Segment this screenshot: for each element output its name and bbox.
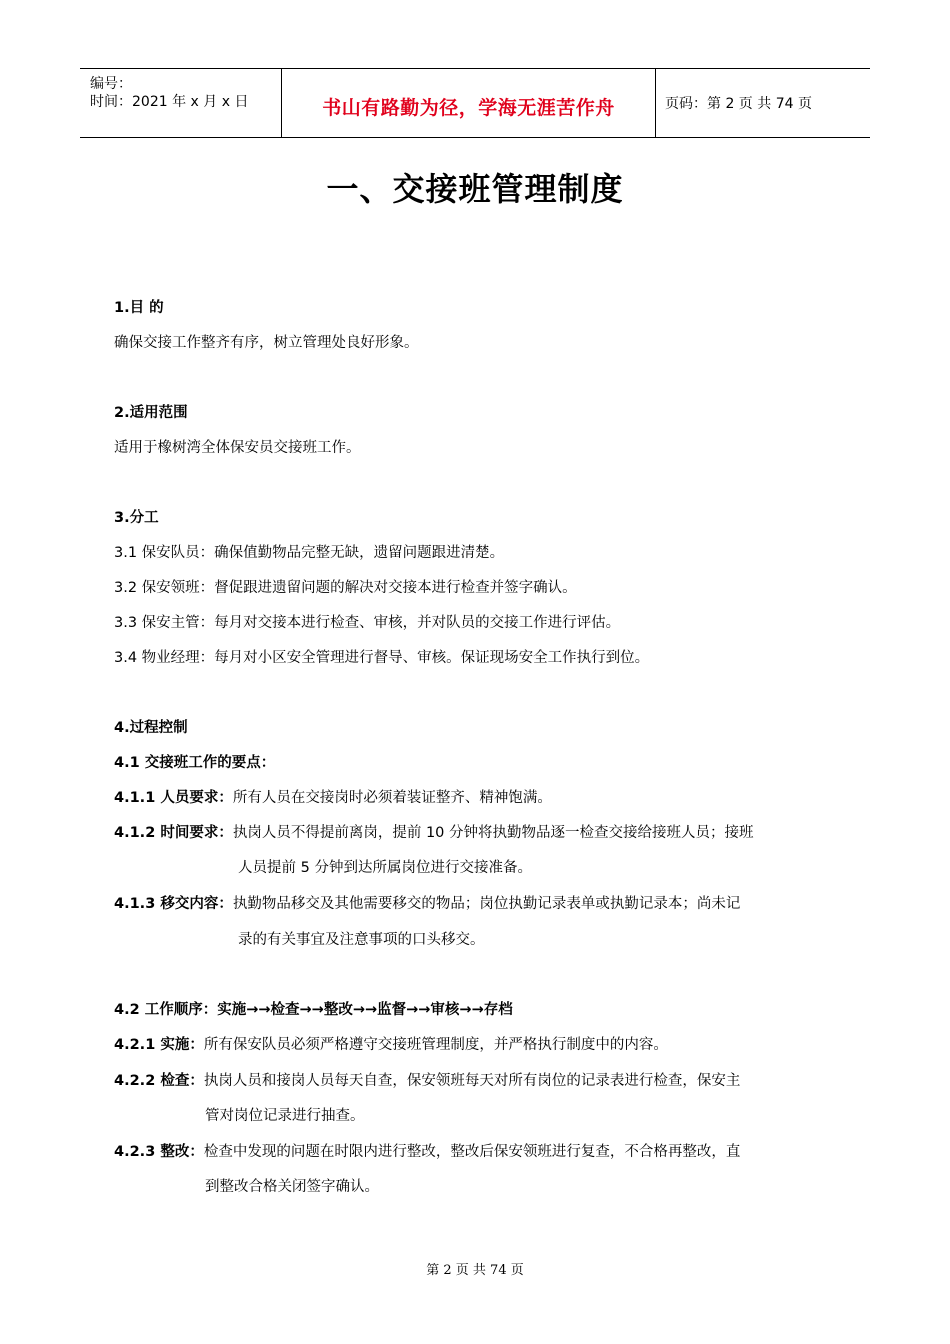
section-1-heading: 1.目 的 (114, 300, 164, 316)
section-2-heading: 2.适用范围 (114, 405, 188, 421)
header-page-cell (655, 69, 870, 137)
section-4-1-2-continuation: 人员提前 5 分钟到达所属岗位进行交接准备。 (238, 860, 532, 876)
section-4-1-heading: 4.1 交接班工作的要点： (114, 755, 276, 771)
document-time: 时间：2021 年 x 月 x 日 (90, 94, 249, 110)
section-4-2-1-label: 4.2.1 实施： (114, 1037, 204, 1053)
document-number-label: 编号： (90, 76, 132, 92)
section-4-heading: 4.过程控制 (114, 720, 188, 736)
header-page-info: 页码：第 2 页 共 74 页 (665, 96, 812, 112)
section-4-1-1-label: 4.1.1 人员要求： (114, 790, 233, 806)
section-2-body: 适用于橡树湾全体保安员交接班工作。 (114, 440, 361, 456)
page-footer: 第 2 页 共 74 页 (426, 1263, 524, 1278)
section-1-body: 确保交接工作整齐有序，树立管理处良好形象。 (114, 335, 419, 351)
section-4-1-3 (114, 894, 740, 914)
section-4-1-2 (114, 823, 754, 843)
section-3-2: 3.2 保安领班：督促跟进遗留问题的解决对交接本进行检查并签字确认。 (114, 580, 577, 596)
section-4-2-3-label: 4.2.3 整改： (114, 1144, 204, 1160)
section-3-4: 3.4 物业经理：每月对小区安全管理进行督导、审核。保证现场安全工作执行到位。 (114, 650, 650, 666)
section-4-2-heading: 4.2 工作顺序：实施→→检查→→整改→→监督→→审核→→存档 (114, 1002, 513, 1018)
section-4-2-1 (114, 1035, 668, 1055)
header-motto: 书山有路勤为径，学海无涯苦作舟 (322, 97, 615, 119)
section-4-1-1 (114, 788, 552, 808)
section-4-1-2-text: 执岗人员不得提前离岗，提前 10 分钟将执勤物品逐一检查交接给接班人员；接班 (232, 825, 754, 841)
page-title: 一、交接班管理制度 (326, 170, 624, 208)
section-3-3: 3.3 保安主管：每月对交接本进行检查、审核，并对队员的交接工作进行评估。 (114, 615, 621, 631)
section-4-2-3 (114, 1142, 740, 1162)
section-3-1: 3.1 保安队员：确保值勤物品完整无缺，遗留问题跟进清楚。 (114, 545, 505, 561)
header-motto-cell (281, 69, 656, 137)
section-4-1-3-text: 执勤物品移交及其他需要移交的物品；岗位执勤记录表单或执勤记录本；尚未记 (232, 896, 741, 912)
section-4-1-1-text: 所有人员在交接岗时必须着装证整齐、精神饱满。 (232, 790, 552, 806)
section-4-2-2-continuation: 管对岗位记录进行抽查。 (205, 1108, 365, 1124)
section-4-2-2-text: 执岗人员和接岗人员每天自查，保安领班每天对所有岗位的记录表进行检查，保安主 (203, 1073, 741, 1089)
section-4-2-2 (114, 1071, 740, 1091)
section-4-1-3-continuation: 录的有关事宜及注意事项的口头移交。 (238, 932, 485, 948)
header-meta-cell (80, 69, 281, 137)
section-4-2-3-continuation: 到整改合格关闭签字确认。 (205, 1179, 379, 1195)
section-4-2-3-text: 检查中发现的问题在时限内进行整改，整改后保安领班进行复查，不合格再整改，直 (203, 1144, 741, 1160)
document-header (80, 68, 870, 138)
section-4-1-2-label: 4.1.2 时间要求： (114, 825, 233, 841)
section-3-heading: 3.分工 (114, 510, 159, 526)
section-4-2-2-label: 4.2.2 检查： (114, 1073, 204, 1089)
section-4-1-3-label: 4.1.3 移交内容： (114, 896, 233, 912)
section-4-2-1-text: 所有保安队员必须严格遵守交接班管理制度，并严格执行制度中的内容。 (203, 1037, 668, 1053)
